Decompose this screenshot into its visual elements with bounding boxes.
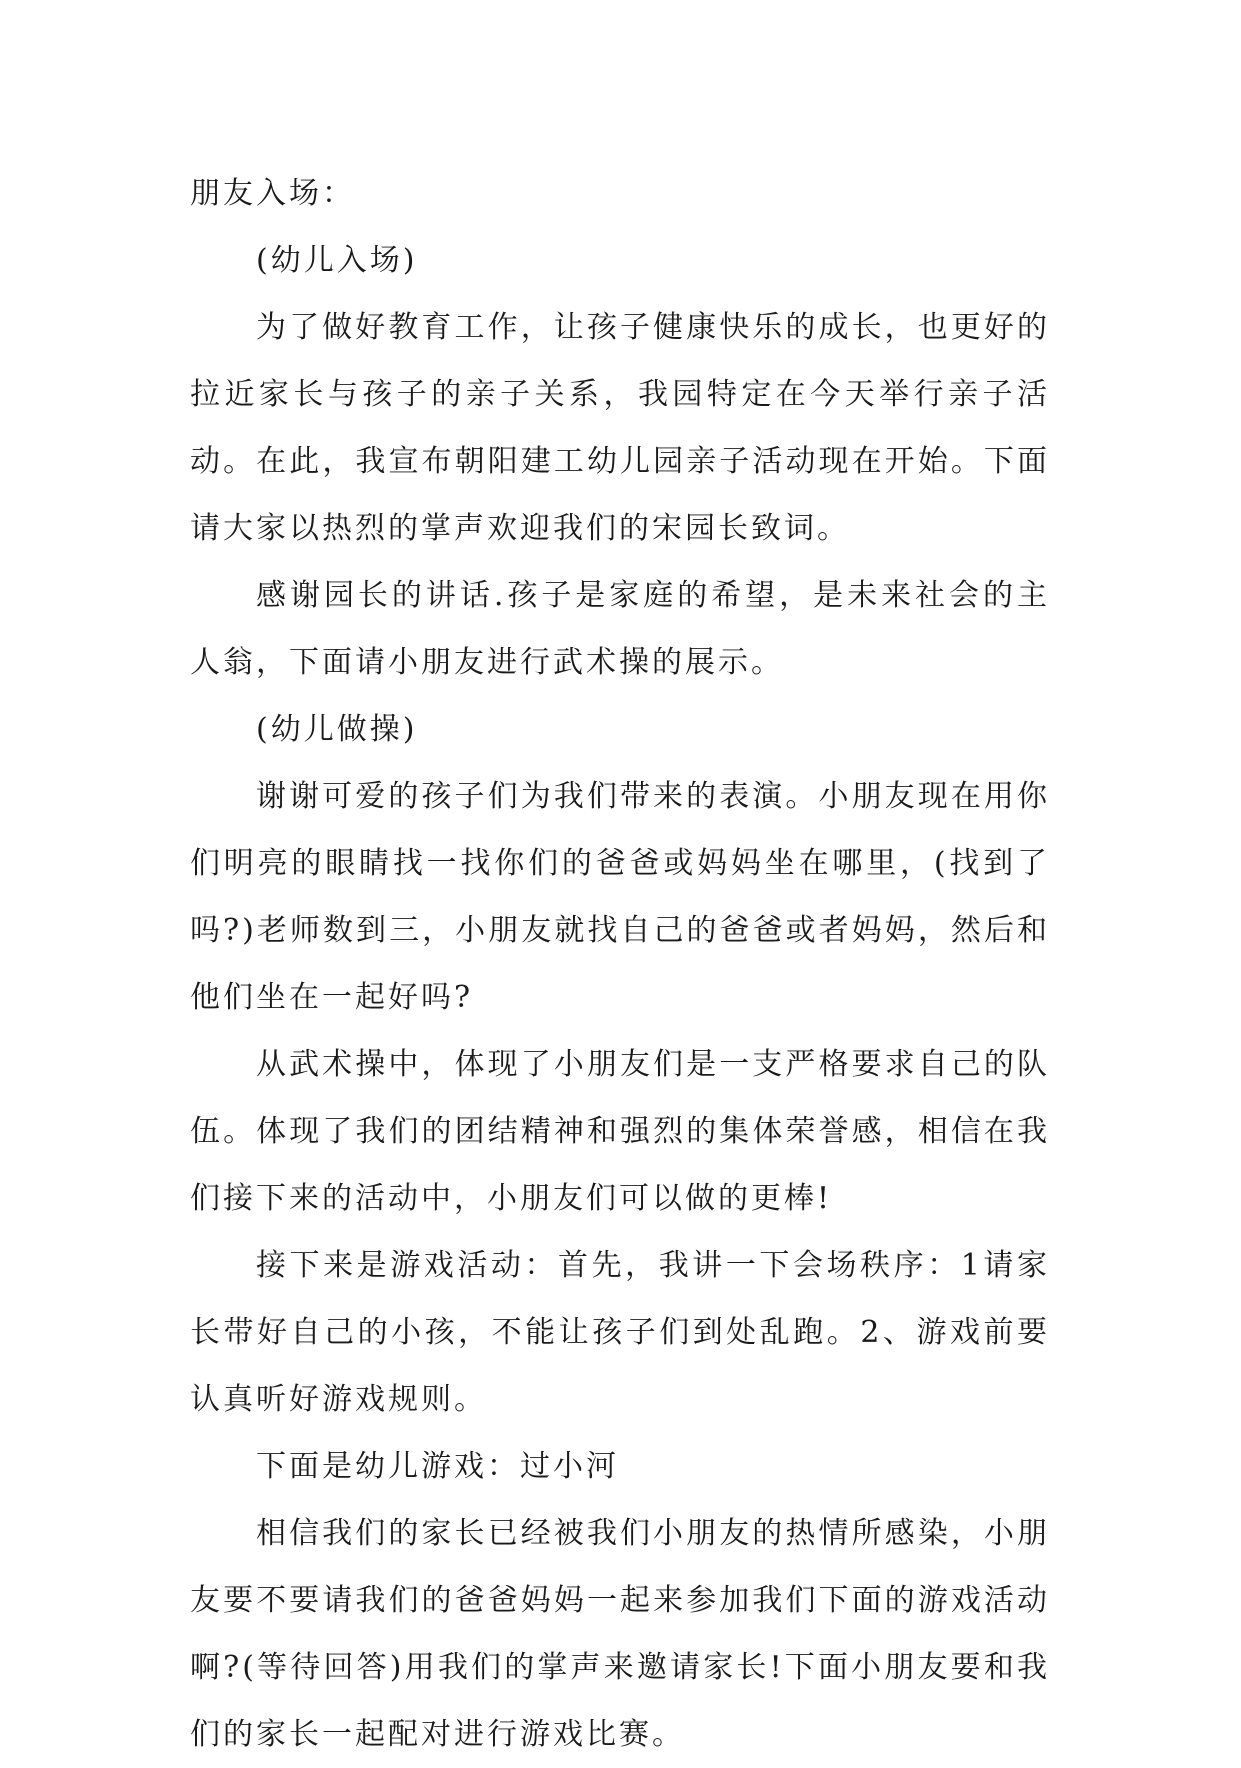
paragraph: 为了做好教育工作，让孩子健康快乐的成长，也更好的拉近家长与孩子的亲子关系，我园特定在今天举行亲子活动。在此，我宣布朝阳建工幼儿园亲子活动现在开始。下面请大家以热烈的掌声欢迎我们的宋园长致词。	[190, 310, 1050, 546]
paragraph: 相信我们的家长已经被我们小朋友的热情所感染，小朋友要不要请我们的爸爸妈妈一起来参加我们下面的游戏活动啊?(等待回答)用我们的掌声来邀请家长!下面小朋友要和我们的家长一起配对进行游戏比赛。	[190, 1516, 1050, 1752]
paragraph: 谢谢可爱的孩子们为我们带来的表演。小朋友现在用你们明亮的眼睛找一找你们的爸爸或妈妈坐在哪里，(找到了吗?)老师数到三，小朋友就找自己的爸爸或者妈妈，然后和他们坐在一起好吗?	[190, 779, 1050, 1015]
paragraph: 感谢园长的讲话.孩子是家庭的希望，是未来社会的主人翁，下面请小朋友进行武术操的展示。	[190, 578, 1050, 680]
paragraph: (幼儿做操)	[256, 712, 418, 747]
document-body	[190, 160, 1050, 1768]
paragraph: 从武术操中，体现了小朋友们是一支严格要求自己的队伍。体现了我们的团结精神和强烈的集体荣誉感，相信在我们接下来的活动中，小朋友们可以做的更棒!	[190, 1047, 1050, 1216]
paragraph-continued: 朋友入场：	[190, 176, 355, 211]
paragraph: (幼儿入场)	[256, 243, 418, 278]
paragraph: 接下来是游戏活动：首先，我讲一下会场秩序：1请家长带好自己的小孩，不能让孩子们到处乱跑。2、游戏前要认真听好游戏规则。	[190, 1248, 1050, 1417]
paragraph: 下面是幼儿游戏：过小河	[256, 1449, 619, 1484]
